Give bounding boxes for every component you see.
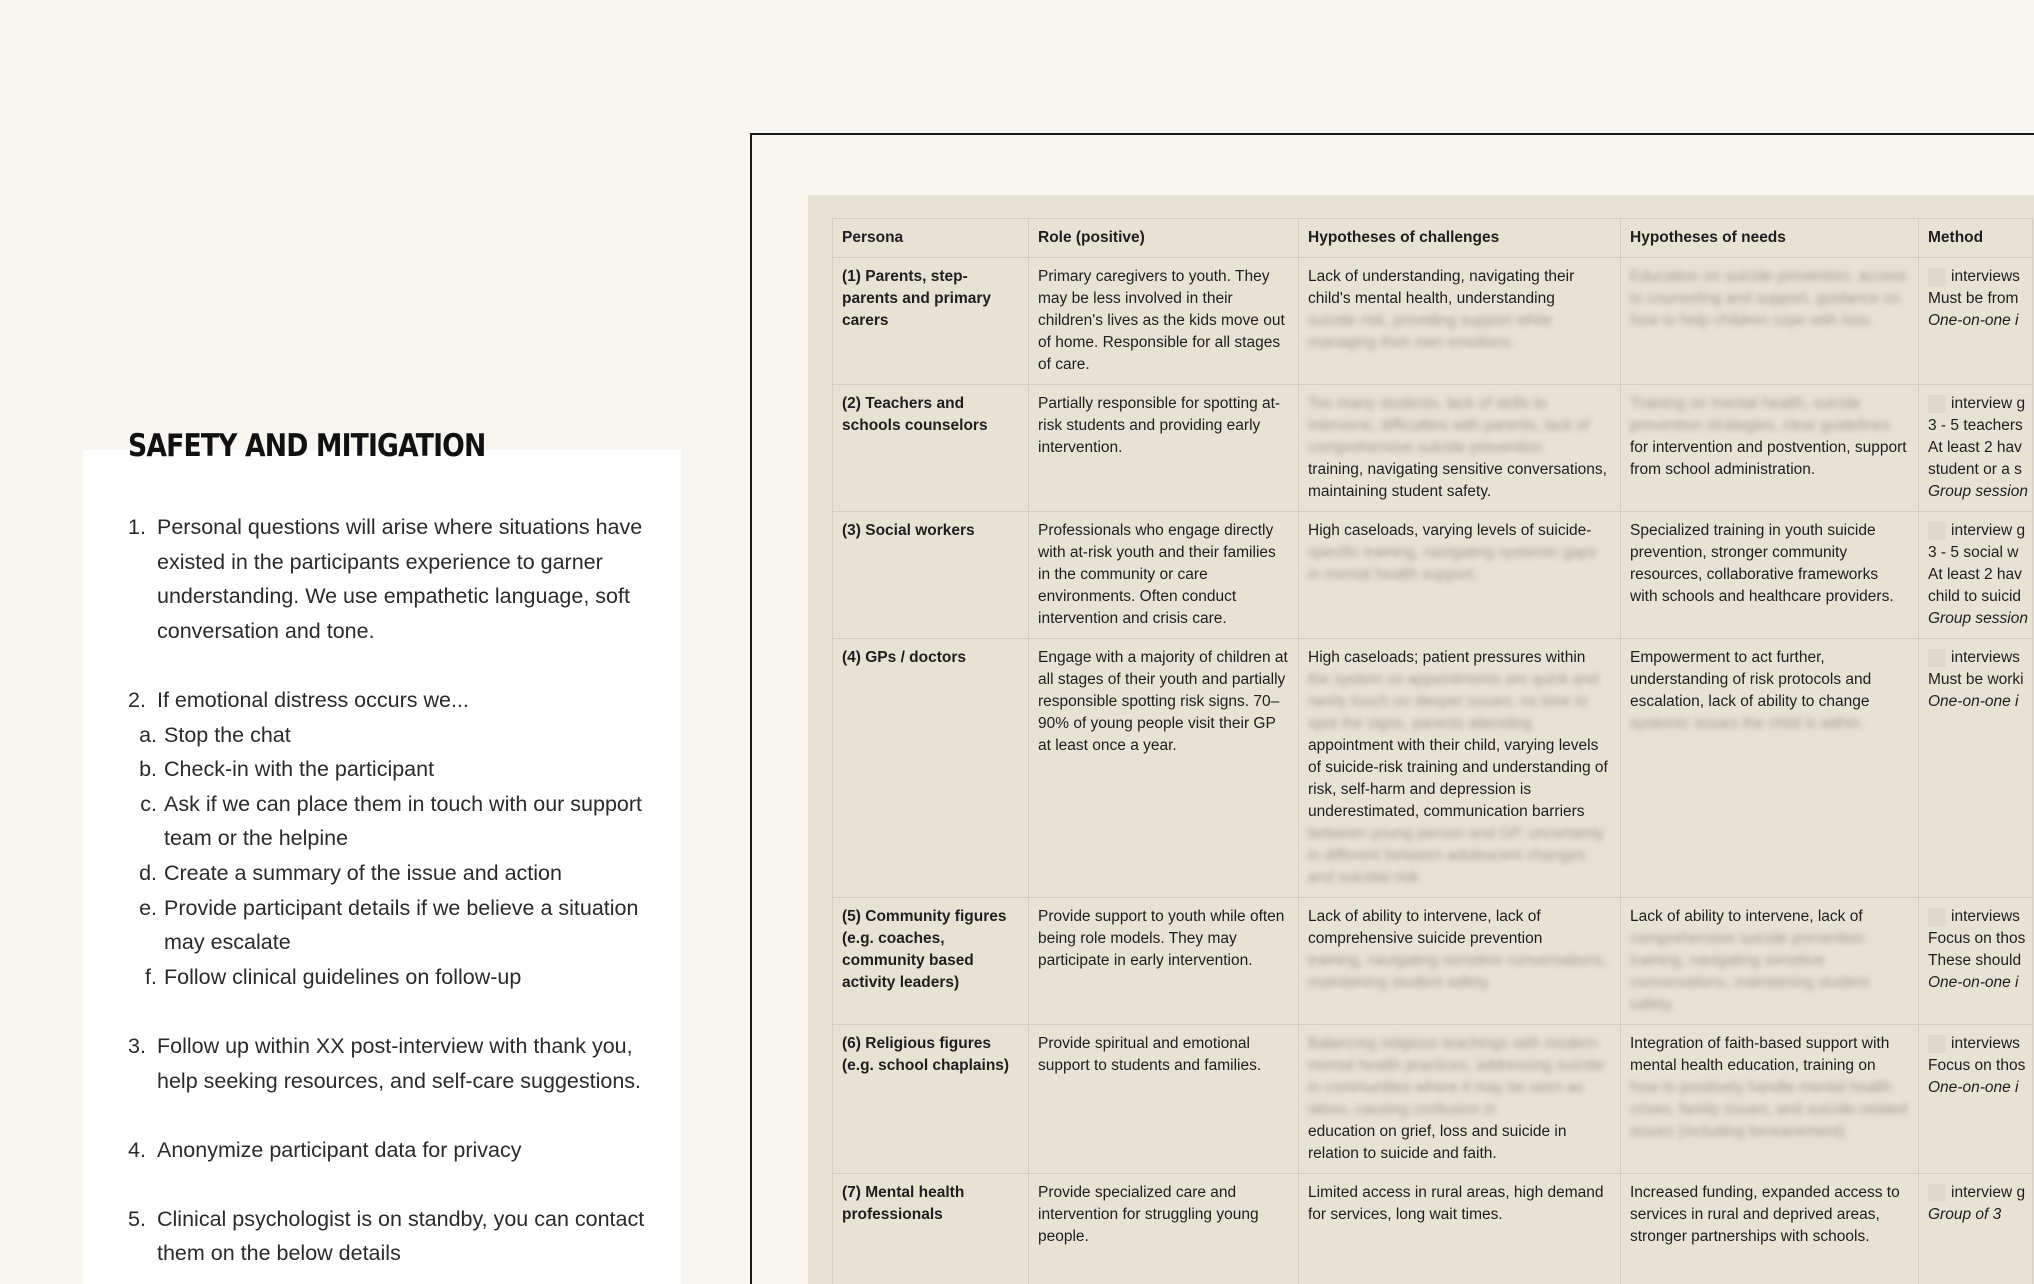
list-item: 2. If emotional distress occurs we... a. Stop the chat b. Check-in with the participant c. Ask if we can place them in touch with our support team or the helpine d. Create a summary of the issue and action e. Provide participant details if we believe a situation may escalate f. Follow clinical guidelines on follow-up: [128, 683, 648, 994]
header-method: Method: [1919, 219, 2033, 258]
sub-list-item: d. Create a summary of the issue and action: [139, 860, 562, 885]
checkbox: [1928, 908, 1946, 926]
sub-list-item: f. Follow clinical guidelines on follow-up: [145, 964, 522, 989]
persona-table: [832, 218, 2033, 1284]
sub-list-item: a. Stop the chat: [139, 722, 291, 747]
header-role: Role (positive): [1029, 219, 1299, 258]
table-row: (6) Religious figures (e.g. school chaplains) Provide spiritual and emotional support to students and families. Balancing religious teachings with modern mental health practices, addressing suicide in communities where it may be seen as taboo, causing confusion in education on grief, loss and suicide in relation to suicide and faith. Integration of faith-based support with mental health education, training on how to positively handle mental health crises, family issues, and suicide-related issues (including bereavement). interviews Focus on thos One-on-one i: [833, 1025, 2033, 1174]
header-challenges: Hypotheses of challenges: [1299, 219, 1621, 258]
checkbox: [1928, 522, 1946, 540]
table-row: (5) Community figures (e.g. coaches, community based activity leaders) Provide support to youth while often being role models. They may participate in early intervention. Lack of ability to intervene, lack of comprehensive suicide prevention training, navigating sensitive conversations, maintaining student safety. Lack of ability to intervene, lack of comprehensive suicide prevention training, navigating sensitive conversations, maintaining student safety. interviews Focus on thos These should One-on-one i: [833, 898, 2033, 1025]
header-persona: Persona: [833, 219, 1029, 258]
table-header-row: [833, 219, 2033, 258]
table-row: (4) GPs / doctors Engage with a majority of children at all stages of their youth and partially responsible spotting risk signs. 70–90% of young people visit their GP at least once a year. High caseloads; patient pressures within the system so appointments are quick and rarely touch on deeper issues, no time to spot the signs, parents attending appointment with their child, varying levels of suicide-risk training and understanding of risk, self-harm and depression is underestimated, communication barriers between young person and GP, uncertainty in different between adolescent changes and suicidal risk. Empowerment to act further, understanding of risk protocols and escalation, lack of ability to change systemic issues the child is within. interviews Must be worki One-on-one i: [833, 639, 2033, 898]
list-item: 3. Follow up within XX post-interview with thank you, help seeking resources, and self-care suggestions.: [128, 1033, 642, 1093]
checkbox: [1928, 268, 1946, 286]
table-row: (2) Teachers and schools counselors Partially responsible for spotting at-risk students and providing early intervention. Too many students, lack of skills to intervene, difficulties with parents, lack of comprehensive suicide prevention training, navigating sensitive conversations, maintaining student safety. Training on mental health, suicide prevention strategies, clear guidelines for intervention and postvention, support from school administration. interview g 3 - 5 teachers At least 2 hav student or a s Group session: [833, 385, 2033, 512]
list-item: 5. Clinical psychologist is on standby, you can contact them on the below details: [128, 1206, 645, 1266]
list-item: 4. Anonymize participant data for privacy: [128, 1137, 522, 1162]
safety-list: [128, 510, 648, 1284]
safety-title: SAFETY AND MITIGATION: [128, 428, 486, 464]
checkbox: [1928, 649, 1946, 667]
table-row: (7) Mental health professionals Provide specialized care and intervention for struggling young people. Limited access in rural areas, high demand for services, long wait times. Increased funding, expanded access to services in rural and deprived areas, stronger partnerships with schools. interview g Group of 3: [833, 1174, 2033, 1284]
checkbox: [1928, 1035, 1946, 1053]
table-row: (1) Parents, step-parents and primary carers Primary caregivers to youth. They may be less involved in their children's lives as the kids move out of home. Responsible for all stages of care. Lack of understanding, navigating their child's mental health, understanding suicide risk, providing support while managing their own emotions. Education on suicide prevention, access to counseling and support, guidance on how to help children cope with loss. interviews Must be from One-on-one i: [833, 258, 2033, 385]
sub-list-item: b. Check-in with the participant: [139, 757, 435, 782]
list-item: 1. Personal questions will arise where situations have existed in the participants experience to garner understanding. We use empathetic language, soft conversation and tone.: [128, 515, 643, 643]
checkbox: [1928, 1184, 1946, 1202]
sub-list-item: e. Provide participant details if we believe a situation may escalate: [139, 895, 639, 955]
header-needs: Hypotheses of needs: [1621, 219, 1919, 258]
table-row: (3) Social workers Professionals who engage directly with at-risk youth and their families in the community or care environments. Often conduct intervention and crisis care. High caseloads, varying levels of suicide- specific training, navigating systemic gaps in mental health support. Specialized training in youth suicide prevention, stronger community resources, collaborative frameworks with schools and healthcare providers. interview g 3 - 5 social w At least 2 hav child to suicid Group session: [833, 512, 2033, 639]
sub-list-item: c. Ask if we can place them in touch with our support team or the helpine: [140, 791, 643, 851]
checkbox: [1928, 395, 1946, 413]
